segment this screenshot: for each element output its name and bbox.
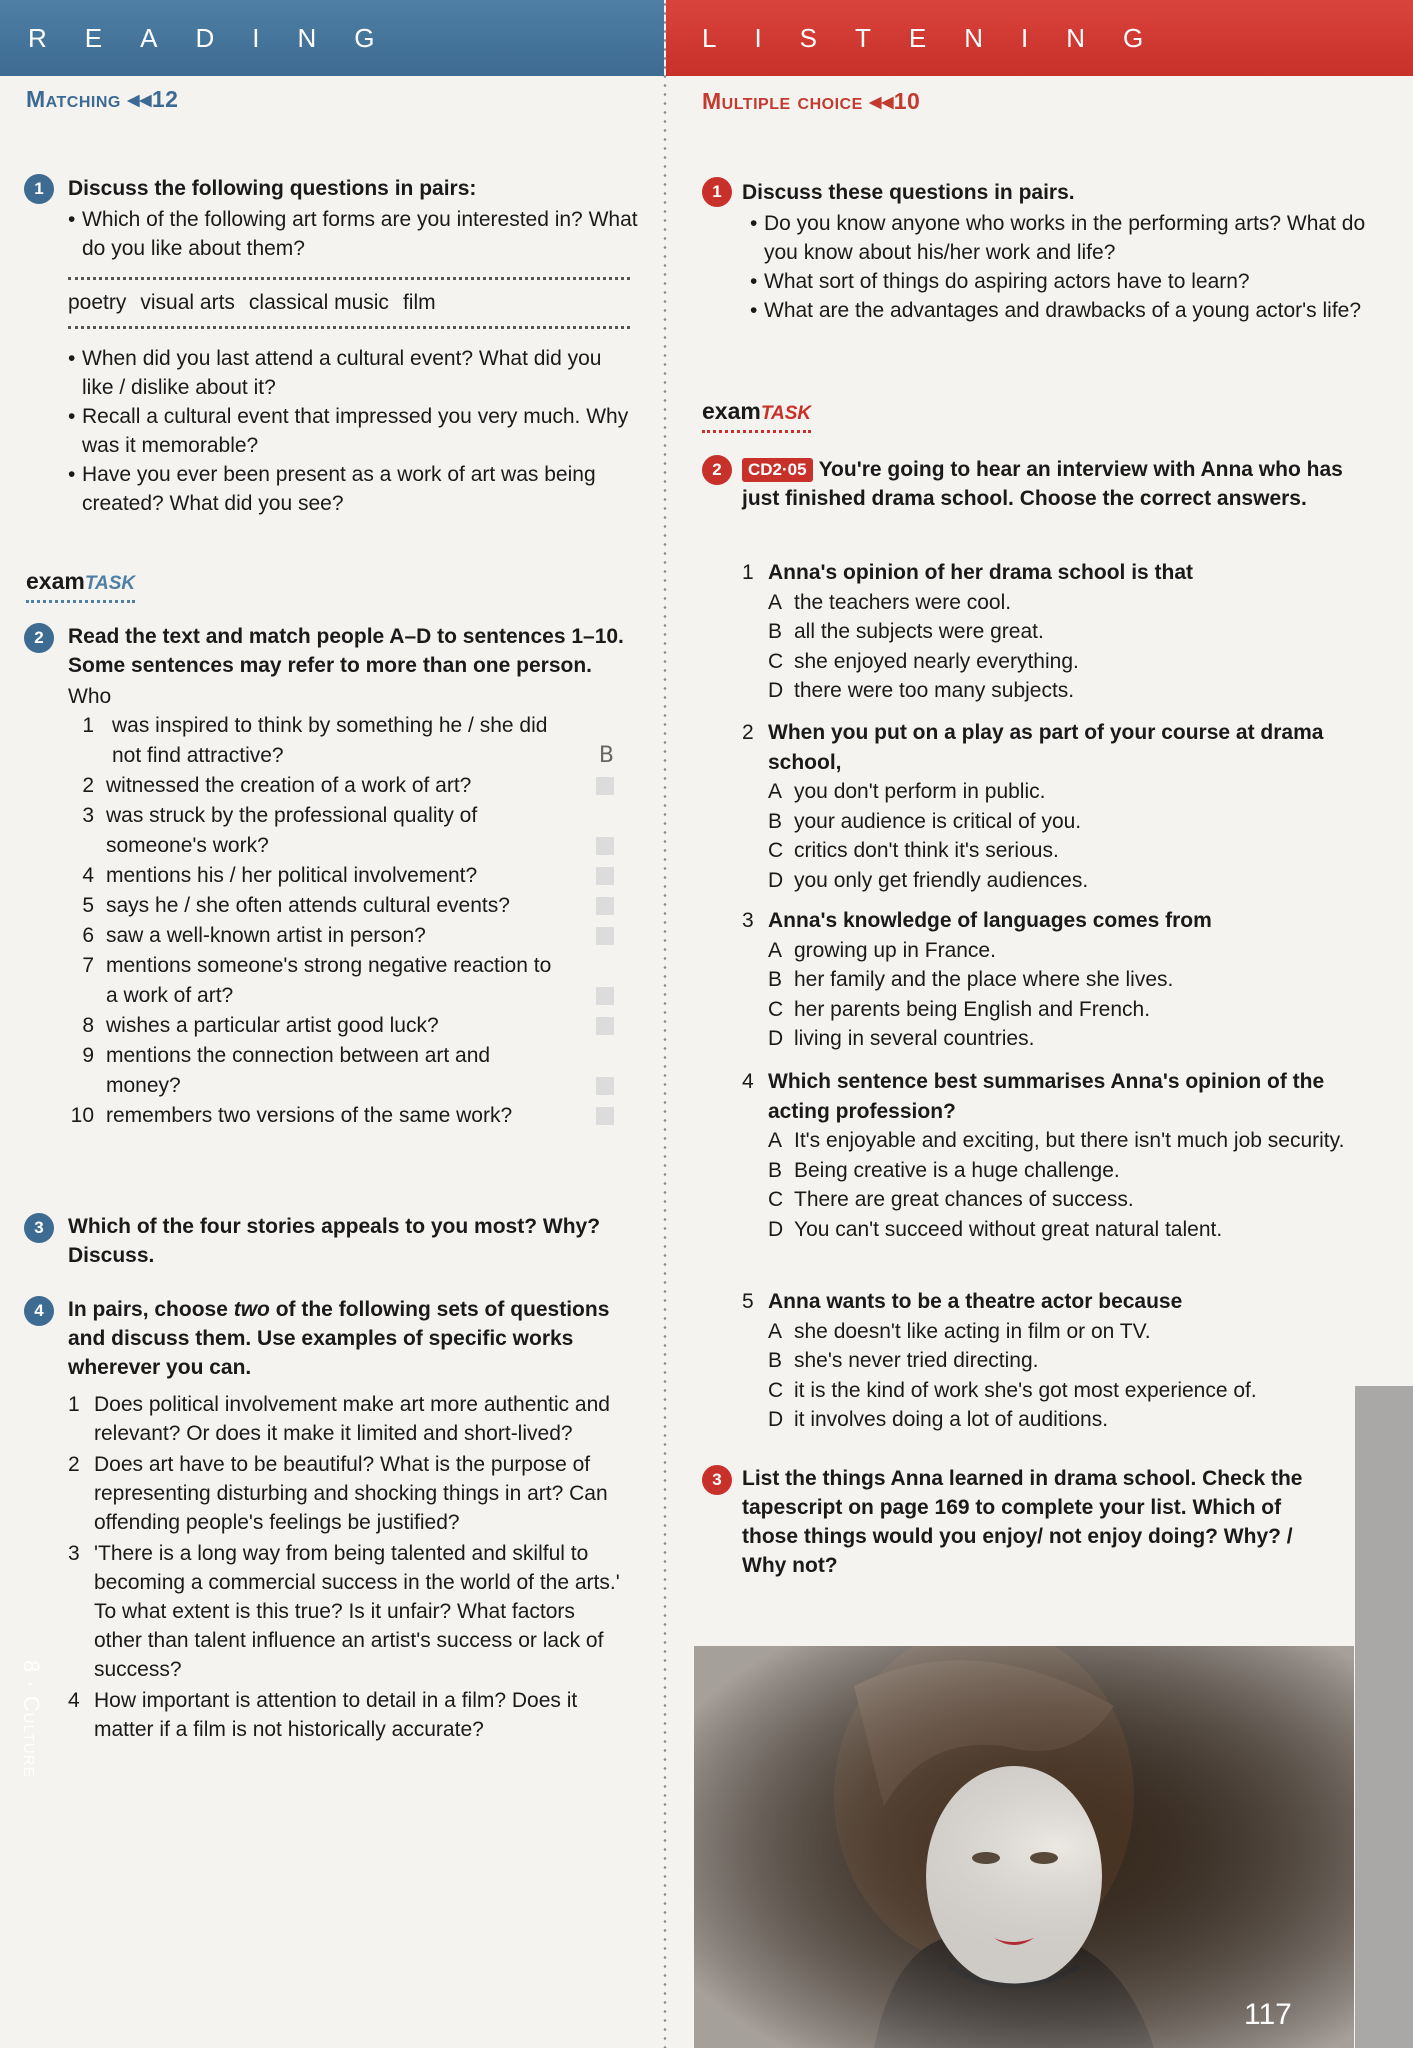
discussion-item: 2 Does art have to be beautiful? What is the purpose of representing disturbing and shocking things in art? Can offending people's feelings be justified? bbox=[68, 1453, 608, 1534]
item-number: 3 bbox=[82, 804, 94, 827]
discussion-item: 4 How important is attention to detail in a film? Does it matter if a film is not historically accurate? bbox=[68, 1689, 578, 1741]
item-number: 10 bbox=[70, 1104, 94, 1127]
mc-option[interactable]: C her parents being English and French. bbox=[768, 997, 1151, 1021]
art-forms-box bbox=[68, 277, 630, 329]
answer-box[interactable] bbox=[596, 1077, 614, 1095]
item-text: remembers two versions of the same work? bbox=[106, 1104, 513, 1127]
mc-option[interactable]: B she's never tried directing. bbox=[768, 1349, 1039, 1372]
question-number-badge: 2 bbox=[24, 623, 54, 653]
mc-option[interactable]: A the teachers were cool. bbox=[768, 590, 1012, 614]
discussion-item: 1 Does political involvement make art more authentic and relevant? Or does it make it limited and short-lived? bbox=[68, 1393, 610, 1445]
match-item bbox=[68, 951, 568, 1011]
answer-box[interactable] bbox=[596, 867, 614, 885]
art-form: film bbox=[402, 291, 436, 314]
mc-option[interactable]: D there were too many subjects. bbox=[768, 679, 1075, 702]
art-form: classical music bbox=[248, 291, 389, 314]
page-number: 117 bbox=[1244, 1998, 1292, 2031]
actress-illustration bbox=[694, 1646, 1354, 2048]
who-label: Who bbox=[68, 685, 112, 708]
question-bullet: • Have you ever been present as a work of art was being created? What did you see? bbox=[68, 460, 638, 518]
answer-box[interactable] bbox=[596, 927, 614, 945]
question-bullet: • Recall a cultural event that impressed you very much. Why was it memorable? bbox=[68, 402, 638, 460]
multiple-choice-section-title: Multiple choice ◂◂10 bbox=[702, 88, 921, 114]
answer-box[interactable] bbox=[596, 837, 614, 855]
mime-actress-photo bbox=[694, 1646, 1354, 2048]
reading-banner-label: READING bbox=[28, 22, 413, 53]
chapter-side-tab-label: 8 · Culture bbox=[19, 1660, 44, 1778]
mc-question: 5 Anna wants to be a theatre actor because A she doesn't like acting in film or on TV. B she's never tried directing. C it is the kind of work she's got most experience of. D it involves doing a lot of auditions. bbox=[742, 1287, 1382, 1435]
reading-question-3: Which of the four stories appeals to you most? Why? Discuss. bbox=[68, 1215, 601, 1267]
mc-option[interactable]: A It's enjoyable and exciting, but there isn't much job security. bbox=[768, 1129, 1345, 1152]
item-text: mentions the connection between art and money? bbox=[106, 1044, 491, 1097]
listening-question-1 bbox=[742, 178, 1382, 325]
mc-option[interactable]: D living in several countries. bbox=[768, 1027, 1035, 1050]
item-text: mentions his / her political involvement? bbox=[106, 864, 478, 887]
exam-task-label bbox=[702, 398, 811, 433]
question-bullet: • What sort of things do aspiring actors have to learn? bbox=[750, 267, 1382, 296]
item-number: 8 bbox=[82, 1014, 94, 1037]
chapter-side-tab bbox=[1355, 1386, 1413, 2048]
match-item bbox=[68, 1041, 568, 1101]
item-text: wishes a particular artist good luck? bbox=[106, 1014, 439, 1037]
item-text: was struck by the professional quality of someone's work? bbox=[106, 804, 478, 857]
mc-option[interactable]: D You can't succeed without great natural talent. bbox=[768, 1217, 1223, 1241]
discussion-item: 3 'There is a long way from being talented and skilful to becoming a commercial success in the world of the arts.' To what extent is this true? Is it unfair? What factors other than talent influence an artist's success or lack of success? bbox=[68, 1542, 620, 1681]
mc-option[interactable]: C There are great chances of success. bbox=[768, 1188, 1134, 1211]
question-number-badge: 3 bbox=[702, 1465, 732, 1495]
question-heading: In pairs, choose two of the following sets of questions and discuss them. Use examples of specific works wherever you can. bbox=[68, 1298, 610, 1379]
mc-option[interactable]: D you only get friendly audiences. bbox=[768, 868, 1089, 892]
art-form: poetry bbox=[68, 291, 127, 314]
match-item bbox=[68, 921, 568, 951]
exam-word: exam bbox=[26, 568, 85, 594]
mc-option[interactable]: B all the subjects were great. bbox=[768, 620, 1044, 643]
question-number-badge: 1 bbox=[702, 177, 732, 207]
answer-box[interactable] bbox=[596, 1107, 614, 1125]
question-bullet: • When did you last attend a cultural event? What did you like / dislike about it? bbox=[68, 344, 638, 402]
mc-option[interactable]: C she enjoyed nearly everything. bbox=[768, 649, 1079, 673]
answer-box[interactable] bbox=[596, 897, 614, 915]
task-word: TASK bbox=[760, 403, 812, 424]
mc-option[interactable]: B your audience is critical of you. bbox=[768, 809, 1082, 833]
item-text: says he / she often attends cultural events? bbox=[106, 894, 510, 917]
match-item bbox=[68, 891, 568, 921]
mc-option[interactable]: B Being creative is a huge challenge. bbox=[768, 1158, 1120, 1182]
cd-track-badge[interactable]: CD2·05 bbox=[742, 458, 813, 482]
exam-task-label bbox=[26, 568, 135, 603]
question-bullet: • Which of the following art forms are you interested in? What do you like about them? bbox=[68, 205, 638, 263]
question-number-badge: 3 bbox=[24, 1213, 54, 1243]
item-text: was inspired to think by something he / she did not find attractive? bbox=[112, 714, 548, 767]
task-word: TASK bbox=[84, 573, 136, 594]
question-bullet: • What are the advantages and drawbacks of a young actor's life? bbox=[750, 296, 1382, 325]
item-number: 1 bbox=[82, 714, 94, 737]
mc-question: 4 Which sentence best summarises Anna's opinion of the acting profession? A It's enjoyable and exciting, but there isn't much job security. B Being creative is a huge challenge. C There are great chances of success. D You can't succeed without great natural talent. bbox=[742, 1067, 1382, 1244]
mc-option[interactable]: D it involves doing a lot of auditions. bbox=[768, 1408, 1109, 1431]
match-item bbox=[68, 711, 614, 771]
reading-question-2 bbox=[68, 622, 638, 1131]
question-heading: Discuss the following questions in pairs: bbox=[68, 177, 477, 200]
listening-question-3: List the things Anna learned in drama school. Check the tapescript on page 169 to complete your list. Which of those things would you enjoy/ not enjoy doing? Why? / Why not? bbox=[742, 1467, 1303, 1577]
item-number: 4 bbox=[82, 864, 94, 887]
match-item bbox=[68, 861, 568, 891]
answer-box[interactable] bbox=[596, 987, 614, 1005]
listening-question-2-heading bbox=[742, 455, 1382, 513]
item-number: 9 bbox=[82, 1044, 94, 1067]
match-item bbox=[68, 771, 568, 801]
item-text: saw a well-known artist in person? bbox=[106, 924, 426, 947]
mc-option[interactable]: A growing up in France. bbox=[768, 938, 996, 962]
question-heading: Discuss these questions in pairs. bbox=[742, 181, 1075, 204]
question-heading: Read the text and match people A–D to sentences 1–10. Some sentences may refer to more than one person. bbox=[68, 625, 624, 677]
answer-box[interactable] bbox=[596, 777, 614, 795]
mc-question: 2 When you put on a play as part of your course at drama school, A you don't perform in public. B your audience is critical of you. C critics don't think it's serious. D you only get friendly audiences. bbox=[742, 718, 1382, 895]
art-form: visual arts bbox=[140, 291, 235, 314]
item-text: witnessed the creation of a work of art? bbox=[106, 774, 472, 797]
question-heading: You're going to hear an interview with Anna who has just finished drama school. Choose the correct answers. bbox=[742, 458, 1343, 510]
reading-question-4 bbox=[68, 1295, 638, 1746]
reading-question-1 bbox=[68, 174, 638, 263]
item-number: 2 bbox=[82, 774, 94, 797]
reading-banner bbox=[0, 0, 664, 76]
listening-banner-label: LISTENING bbox=[702, 22, 1182, 53]
mc-option[interactable]: A she doesn't like acting in film or on TV. bbox=[768, 1319, 1151, 1343]
item-text: mentions someone's strong negative reaction to a work of art? bbox=[106, 954, 552, 1007]
mc-option[interactable]: C critics don't think it's serious. bbox=[768, 839, 1059, 862]
exam-word: exam bbox=[702, 398, 761, 424]
match-item bbox=[68, 1101, 568, 1131]
handwritten-answer: B bbox=[598, 743, 614, 768]
match-item bbox=[68, 801, 568, 861]
answer-box[interactable] bbox=[596, 1017, 614, 1035]
listening-banner bbox=[666, 0, 1413, 76]
mc-question: 1 Anna's opinion of her drama school is that A the teachers were cool. B all the subjects were great. C she enjoyed nearly everything. D there were too many subjects. bbox=[742, 558, 1382, 706]
mc-option[interactable]: B her family and the place where she lives. bbox=[768, 968, 1174, 991]
question-number-badge: 1 bbox=[24, 174, 54, 204]
question-bullet: • Do you know anyone who works in the performing arts? What do you know about his/her work and life? bbox=[750, 209, 1382, 267]
reading-question-1-continued bbox=[68, 342, 638, 518]
mc-option[interactable]: A you don't perform in public. bbox=[768, 780, 1046, 803]
item-number: 6 bbox=[82, 924, 94, 947]
mc-question: 3 Anna's knowledge of languages comes from A growing up in France. B her family and the place where she lives. C her parents being English and French. D living in several countries. bbox=[742, 906, 1382, 1054]
mc-option[interactable]: C it is the kind of work she's got most experience of. bbox=[768, 1378, 1257, 1402]
item-number: 7 bbox=[82, 954, 94, 977]
reading-column bbox=[0, 0, 664, 2048]
item-number: 5 bbox=[82, 894, 94, 917]
question-number-badge: 2 bbox=[702, 455, 732, 485]
match-item bbox=[68, 1011, 568, 1041]
question-number-badge: 4 bbox=[24, 1296, 54, 1326]
matching-section-title: Matching ◂◂12 bbox=[26, 86, 179, 112]
